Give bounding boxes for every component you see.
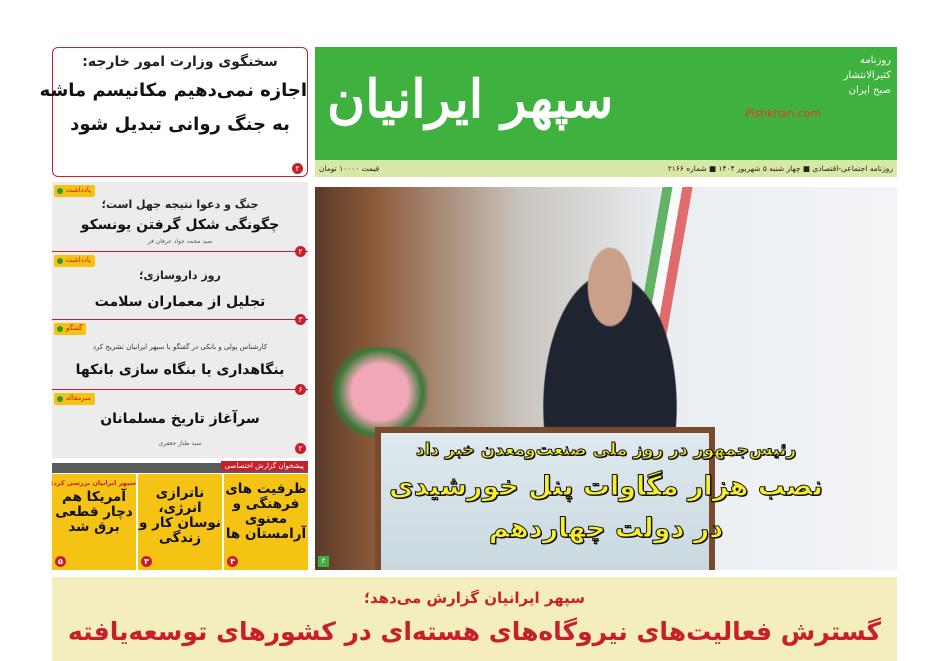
page-number: ۳ xyxy=(295,314,306,325)
page-number: ۳ xyxy=(141,556,152,567)
headline: گسترش فعالیت‌های نیروگاه‌های هسته‌ای در کشورهای توسعه‌یافته xyxy=(68,617,881,646)
kicker: سپهر ایرانیان بررسی کرد: xyxy=(50,479,136,487)
headline-line-2: به جنگ روانی تبدیل شود xyxy=(70,114,290,135)
section-tag: یادداشت xyxy=(54,185,95,197)
speaker-figure xyxy=(525,237,695,437)
page-number: ۲ xyxy=(295,443,306,454)
left-column xyxy=(52,182,308,458)
headline: سرآغاز تاریخ مسلمانان xyxy=(100,411,260,427)
list-item[interactable] xyxy=(52,252,308,324)
section-tag: یادداشت xyxy=(54,255,95,267)
page-number: ۴ xyxy=(227,556,238,567)
kicker: سخنگوی وزارت امور خارجه: xyxy=(82,54,278,70)
headline: بنگاهداری یا بنگاه سازی بانکها xyxy=(75,362,285,378)
page-number: ۵ xyxy=(55,556,66,567)
newspaper-logo: سپهر ایرانیان xyxy=(327,69,614,130)
headline: چگونگی شکل گرفتن یونسکو xyxy=(80,217,280,233)
section-tag: سرمقاله xyxy=(54,393,95,405)
kicker: جنگ و دعوا نتیجه جهل است؛ xyxy=(101,198,259,211)
tagline-line: صبح ایران xyxy=(848,85,891,96)
top-headline-box[interactable] xyxy=(39,47,308,177)
masthead-tagline xyxy=(844,53,891,98)
exclusive-bar xyxy=(52,463,308,473)
photo-kicker: رئیس‌جمهور در روز ملی صنعت‌ومعدن خبر داد xyxy=(415,440,797,460)
photo-headline-1: نصب هزار مگاوات پنل خورشیدی xyxy=(388,471,824,502)
tagline-line: کثیرالانتشار xyxy=(843,70,891,81)
price: قیمت ۱۰۰۰۰ تومان xyxy=(319,164,380,173)
watermark: Pishkhan.com xyxy=(745,107,822,120)
yellow-box[interactable] xyxy=(52,474,136,570)
author: سید طناز جعفری xyxy=(158,440,202,447)
kicker: کارشناس پولی و بانکی در گفتگو با سپهر ایرانیان تشریح کرد xyxy=(92,343,268,351)
headline-line-1: اجازه نمی‌دهیم مکانیسم ماشه xyxy=(39,80,307,101)
page-number: ۲ xyxy=(318,556,329,567)
issue-info: روزنامه اجتماعی-اقتصادی ■ چهار شنبه ۵ شهریور ۱۴۰۴ ■ شماره ۲۱۶۶ xyxy=(667,164,893,173)
page-number: ۲ xyxy=(295,246,306,257)
yellow-box[interactable] xyxy=(138,474,222,570)
masthead xyxy=(315,47,897,160)
headline: ظرفیت های فرهنگی و معنوی آرامستان ها xyxy=(225,481,307,542)
headline: ناترازی انرژی، نوسان کار و زندگی xyxy=(139,485,221,546)
kicker: سپهر ایرانیان گزارش می‌دهد؛ xyxy=(364,589,585,607)
tagline-line: روزنامه xyxy=(859,55,891,66)
list-item[interactable] xyxy=(52,320,308,394)
page-number: ۶ xyxy=(295,384,306,395)
list-item[interactable] xyxy=(52,182,308,256)
kicker: روز داروسازی؛ xyxy=(139,269,221,282)
author: سید محمد جواد عرفان فر xyxy=(147,238,213,245)
photo-headline-2: در دولت چهاردهم xyxy=(488,513,724,544)
exclusive-label: پیشخوان گزارش اختصاصی xyxy=(221,461,308,471)
issue-info-strip xyxy=(315,160,897,177)
headline: تجلیل از معماران سلامت xyxy=(94,294,266,310)
page-number: ۲ xyxy=(292,163,303,174)
flowers xyxy=(325,347,435,437)
list-item[interactable] xyxy=(52,390,308,458)
lead-photo[interactable] xyxy=(315,187,897,570)
bottom-headline-box[interactable] xyxy=(52,577,897,661)
section-tag: گفتگو xyxy=(54,323,86,335)
headline: آمریکا هم دچار قطعی برق شد xyxy=(55,489,133,535)
yellow-box[interactable] xyxy=(224,474,308,570)
